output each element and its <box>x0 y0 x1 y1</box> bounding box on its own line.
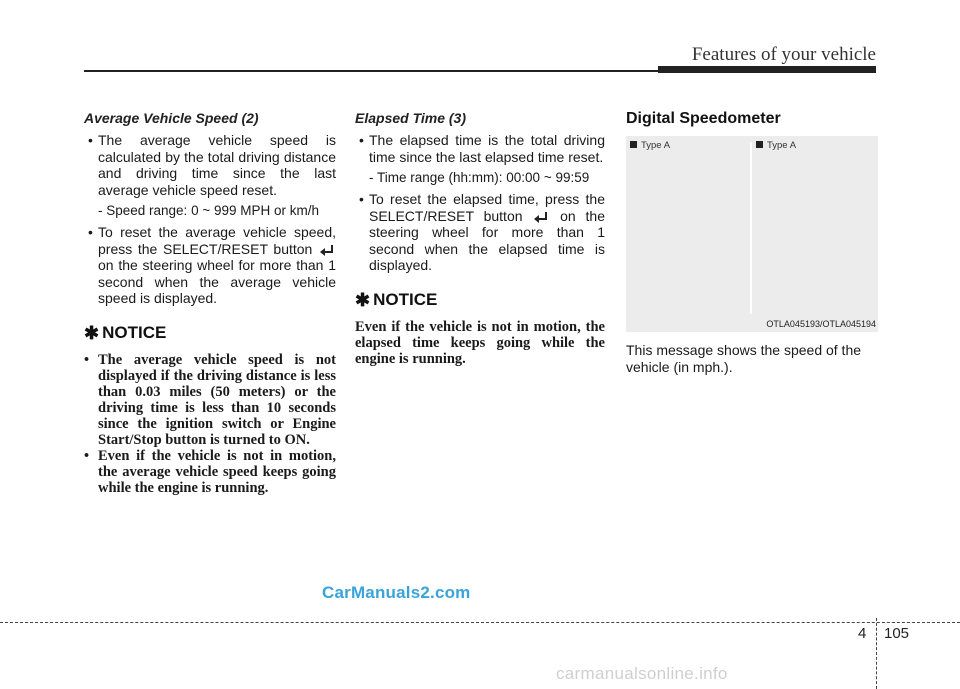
notice-heading <box>355 290 605 311</box>
notice-title: NOTICE <box>102 323 167 342</box>
bullet-item <box>355 132 605 165</box>
page-number: 105 <box>884 625 910 642</box>
bullet-item <box>355 191 605 274</box>
bullet-text: on the steering wheel for more than 1 second when the average vehicle speed is displayed. <box>98 257 336 306</box>
type-label <box>756 140 796 151</box>
notice-text: Even if the vehicle is not in motion, the average vehicle speed keeps going while the engine is running. <box>98 447 336 496</box>
speedometer-description: This message shows the speed of the vehicle (in mph.). <box>626 342 862 375</box>
notice-cross-icon: ✱ <box>355 289 371 310</box>
square-bullet-icon <box>630 141 637 148</box>
image-code: OTLA045193/OTLA045194 <box>766 319 876 329</box>
subheading-average-speed: Average Vehicle Speed (2) <box>84 110 259 126</box>
type-label-text: Type A <box>767 140 797 151</box>
speed-range: - Speed range: 0 ~ 999 MPH or km/h <box>98 203 319 218</box>
type-label-text: Type A <box>641 140 671 151</box>
bullet-text: The average vehicle speed is calculated by the total driving distance and driving time since the last average vehicle speed reset. <box>98 132 336 198</box>
enter-return-icon <box>320 244 334 256</box>
time-range: - Time range (hh:mm): 00:00 ~ 99:59 <box>369 170 590 185</box>
bullet-text: The elapsed time is the total driving time since the last elapsed time reset. <box>369 132 605 165</box>
bullet-text: on the steering wheel for more than 1 second when the elapsed time is displayed. <box>369 207 605 273</box>
bullet-item <box>84 132 336 198</box>
header-rule <box>84 70 658 72</box>
header-rule-accent <box>658 66 876 73</box>
notice-text: The average vehicle speed is not displayed if the driving distance is less than 0.03 miles (50 meters) or the driving time is less than 10 seconds since the ignition switch or Engine Start/Stop button is turned to ON. <box>98 351 336 448</box>
heading-digital-speedometer: Digital Speedometer <box>626 110 781 127</box>
bullet-text: To reset the average vehicle speed, press the SELECT/RESET button <box>98 224 336 257</box>
notice-text: Even if the vehicle is not in motion, the elapsed time keeps going while the engine is running. <box>355 318 605 367</box>
type-label <box>630 140 670 151</box>
column-digital-speedometer <box>626 110 878 375</box>
notice-heading <box>84 323 336 344</box>
square-bullet-icon <box>756 141 763 148</box>
bullet-text: To reset the elapsed time, press the SELECT/RESET button <box>369 191 605 224</box>
chapter-number: 4 <box>858 625 867 642</box>
notice-list <box>84 352 336 496</box>
notice-item <box>84 352 336 448</box>
notice-title: NOTICE <box>373 290 438 309</box>
bullet-list <box>355 191 605 274</box>
footer-divider <box>876 618 877 689</box>
bullet-item <box>84 224 336 307</box>
speedometer-image-panel <box>626 136 878 332</box>
watermark-link[interactable]: CarManuals2.com <box>322 583 471 602</box>
notice-item <box>84 448 336 496</box>
bullet-list <box>84 224 336 307</box>
site-watermark: carmanualsonline.info <box>556 664 728 683</box>
panel-divider <box>750 142 752 314</box>
notice-cross-icon: ✱ <box>84 322 100 343</box>
bullet-list <box>355 132 605 165</box>
column-elapsed-time <box>355 110 605 367</box>
footer-rule <box>0 622 960 623</box>
column-average-speed <box>84 110 336 496</box>
bullet-list <box>84 132 336 198</box>
subheading-elapsed-time: Elapsed Time (3) <box>355 110 467 126</box>
header-title: Features of your vehicle <box>691 44 876 65</box>
enter-return-icon <box>534 211 548 223</box>
